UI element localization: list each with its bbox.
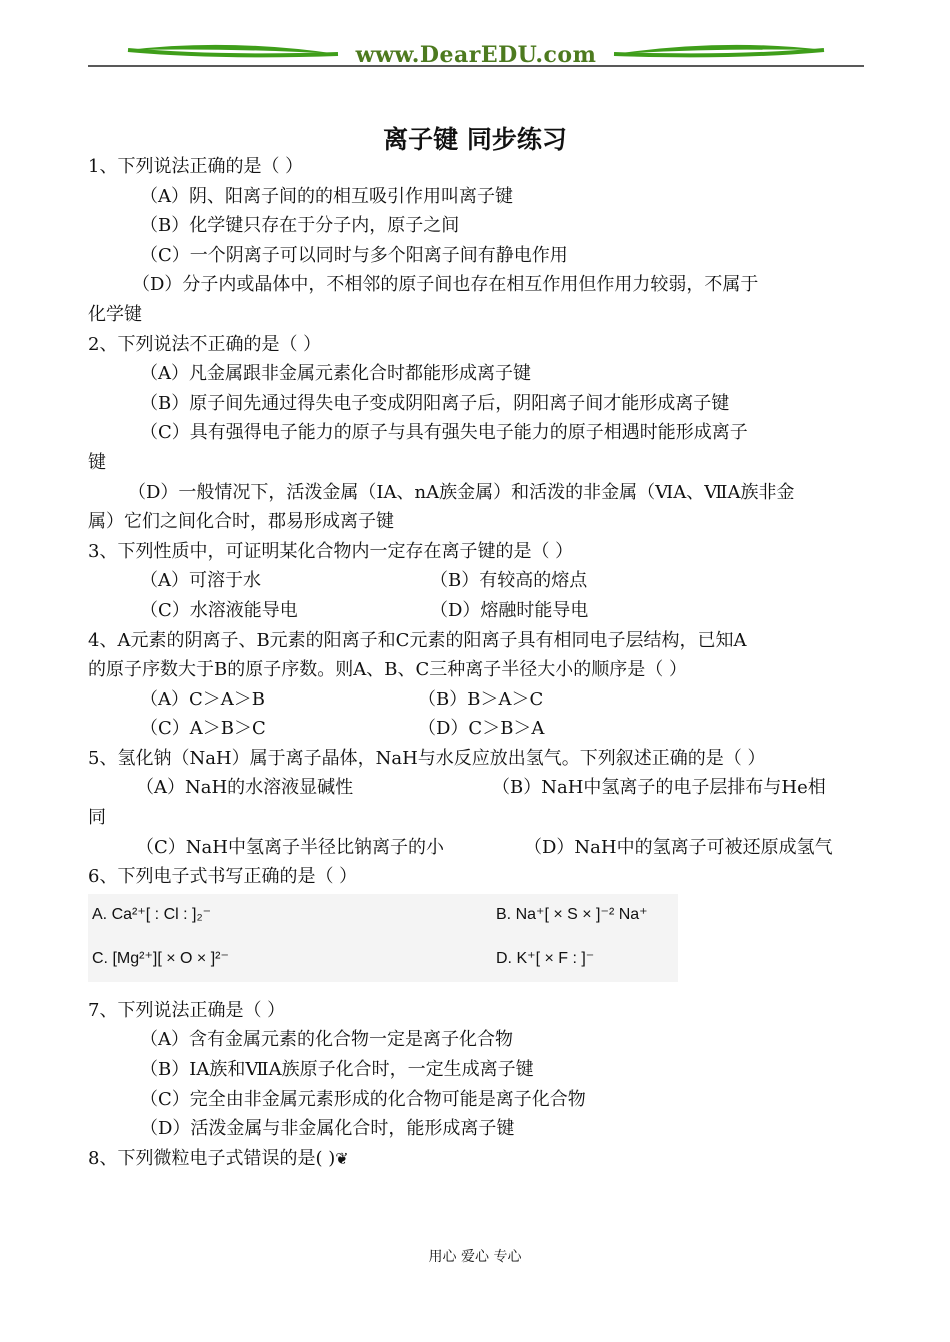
site-logo-text: www.DearEDU.com — [355, 42, 597, 68]
q4-options-cd — [88, 714, 864, 744]
q6-stem: 6、下列电子式书写正确的是（ ） — [88, 866, 358, 888]
q8-stem-text: 8、下列微粒电子式错误的是( ) — [88, 1147, 336, 1169]
q1-option-c: （C）一个阴离子可以同时与多个阳离子间有静电作用 — [140, 244, 568, 266]
q7-option-a: （A）含有金属元素的化合物一定是离子化合物 — [140, 1029, 513, 1051]
q2-stem: 2、下列说法不正确的是（ ） — [88, 333, 322, 355]
formula-a: A. Ca²⁺[ : Cl : ]₂⁻ — [92, 905, 212, 923]
q4-option-c: （C）A＞B＞C — [140, 718, 266, 740]
page-title: 离子键 同步练习 — [383, 125, 567, 154]
q5-option-b-cont: 同 — [88, 807, 106, 829]
formula-c: C. [Mg²⁺][ × O × ]²⁻ — [92, 949, 229, 967]
q4-option-b: （B）B＞A＞C — [418, 688, 544, 710]
q2-option-d-cont: 属）它们之间化合时，郡易形成离子键 — [88, 511, 394, 533]
q8-stem — [88, 1144, 864, 1174]
q2-option-c: （C）具有强得电子能力的原子与具有强失电子能力的原子相遇时能形成离子 — [140, 422, 748, 444]
q3-option-b: （B）有较高的熔点 — [430, 570, 588, 592]
q5-option-c: （C）NaH中氢离子半径比钠离子的小 — [136, 836, 444, 858]
q3-stem: 3、下列性质中，可证明某化合物内一定存在离子键的是（ ） — [88, 540, 574, 562]
q7-option-d: （D）活泼金属与非金属化合时，能形成离子键 — [140, 1118, 515, 1140]
q2-option-c-cont: 键 — [88, 451, 106, 473]
q3-option-d: （D）熔融时能导电 — [430, 599, 589, 621]
q1-option-d-cont: 化学键 — [88, 303, 142, 325]
q5-option-b: （B）NaH中氢离子的电子层排布与He相 — [492, 777, 826, 799]
page-footer: 用心 爱心 专心 — [428, 1249, 522, 1265]
formula-d: D. K⁺[ × F : ]⁻ — [496, 949, 595, 967]
q4-stem-cont: 的原子序数大于B的原子序数。则A、B、C三种离子半径大小的顺序是（ ） — [88, 659, 687, 681]
formula-b: B. Na⁺[ × S × ]⁻² Na⁺ — [496, 905, 648, 923]
site-header — [88, 28, 864, 72]
q1-stem: 1、下列说法正确的是（ ） — [88, 156, 304, 177]
q4-option-d: （D）C＞B＞A — [418, 718, 545, 740]
q5-options-ab — [88, 773, 864, 803]
q5-options-cd — [88, 833, 864, 863]
q7-stem: 7、下列说法正确是（ ） — [88, 999, 286, 1021]
q5-stem: 5、氢化钠（NaH）属于离子晶体，NaH与水反应放出氢气。下列叙述正确的是（ ） — [88, 747, 766, 769]
q3-options-ab — [88, 566, 864, 596]
q3-option-c: （C）水溶液能导电 — [140, 599, 298, 621]
q1-option-a: （A）阴、阳离子间的的相互吸引作用叫离子键 — [140, 185, 513, 207]
electron-formula-figure — [88, 894, 678, 982]
q3-option-a: （A）可溶于水 — [140, 570, 261, 592]
q5-option-a: （A）NaH的水溶液显碱性 — [136, 777, 354, 799]
q7-option-c: （C）完全由非金属元素形成的化合物可能是离子化合物 — [140, 1088, 586, 1110]
q1-option-d: （D）分子内或晶体中，不相邻的原子间也存在相互作用但作用力较弱，不属于 — [132, 274, 759, 296]
q7-option-b: （B）ⅠA族和ⅦA族原子化合时，一定生成离子键 — [140, 1059, 534, 1081]
q2-option-b: （B）原子间先通过得失电子变成阴阳离子后，阴阳离子间才能形成离子键 — [140, 392, 730, 414]
q4-option-a: （A）C＞A＞B — [140, 688, 265, 710]
ornament-icon: ❦ — [335, 1148, 349, 1168]
exercise-content — [88, 152, 864, 1173]
q1-option-b: （B）化学键只存在于分子内，原子之间 — [140, 215, 460, 237]
q3-options-cd — [88, 596, 864, 626]
q5-option-d: （D）NaH中的氢离子可被还原成氢气 — [524, 836, 833, 858]
q2-option-d: （D）一般情况下，活泼金属（IA、nA族金属）和活泼的非金属（ⅥA、ⅦA族非金 — [128, 481, 795, 503]
q2-option-a: （A）凡金属跟非金属元素化合时都能形成离子键 — [140, 363, 531, 385]
q4-options-ab — [88, 685, 864, 715]
q4-stem: 4、A元素的阴离子、B元素的阳离子和C元素的阳离子具有相同电子层结构，已知A — [88, 629, 747, 651]
